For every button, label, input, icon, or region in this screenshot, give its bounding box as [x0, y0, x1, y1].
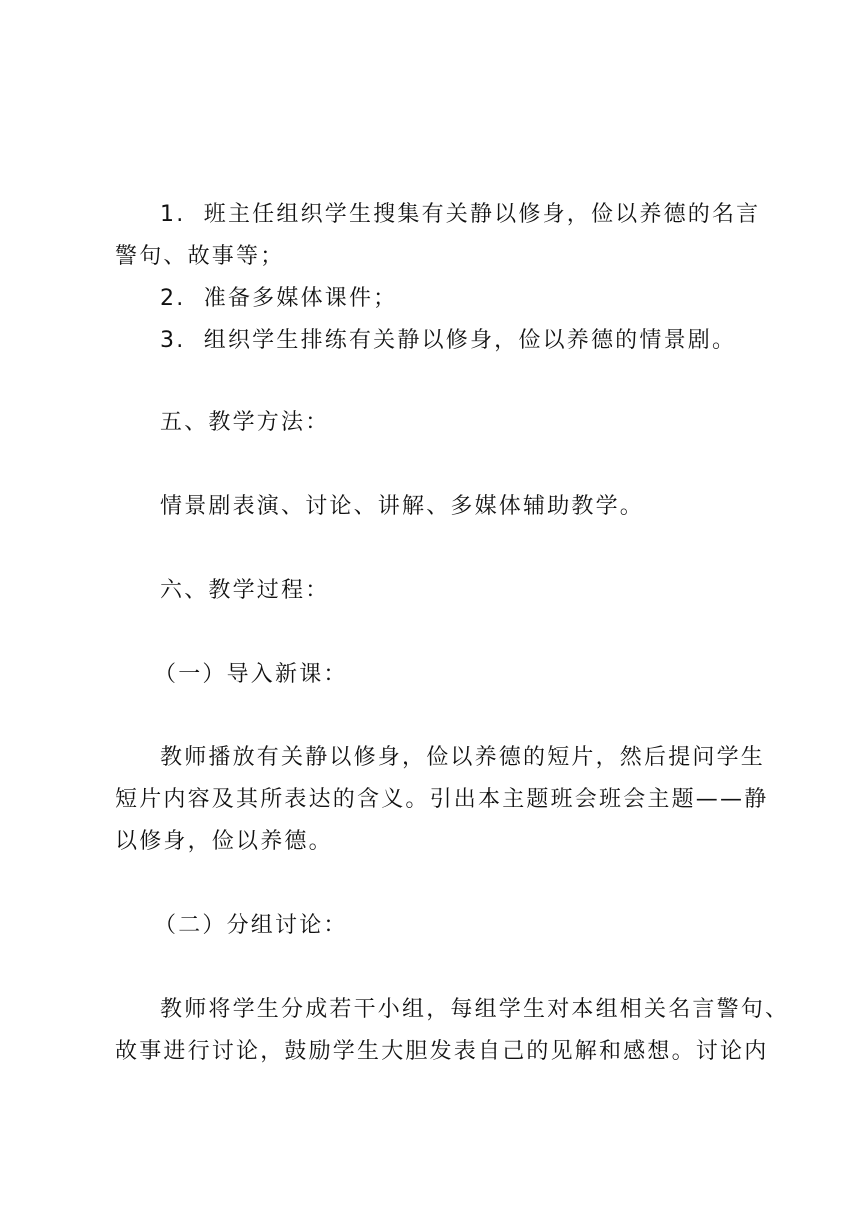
paragraph-line: 短片内容及其所表达的含义。引出本主题班会班会主题——静 [115, 787, 769, 812]
subsection-2-heading: （二）分组讨论： [154, 913, 348, 938]
list-item-1-continuation: 警句、故事等； [115, 244, 285, 269]
list-number: 3. [160, 328, 186, 353]
section-6-heading: 六、教学过程： [160, 578, 330, 603]
list-item-1 [160, 200, 760, 230]
section-5-heading: 五、教学方法： [160, 410, 330, 435]
section-5-body: 情景剧表演、讨论、讲解、多媒体辅助教学。 [160, 494, 645, 519]
list-text: 组织学生排练有关静以修身，俭以养德的情景剧。 [203, 328, 737, 353]
paragraph-line: 故事进行讨论，鼓励学生大胆发表自己的见解和感想。讨论内 [115, 1039, 769, 1064]
paragraph-line: 以修身，俭以养德。 [115, 829, 333, 854]
list-number: 1. [160, 202, 186, 227]
list-item-3 [160, 326, 736, 356]
list-number: 2. [160, 286, 186, 311]
list-text: 准备多媒体课件； [203, 286, 398, 311]
paragraph-line: 教师将学生分成若干小组，每组学生对本组相关名言警句、 [160, 997, 790, 1022]
subsection-1-heading: （一）导入新课： [154, 662, 348, 687]
list-item-2 [160, 284, 397, 314]
paragraph-line: 教师播放有关静以修身，俭以养德的短片，然后提问学生 [160, 745, 766, 770]
list-text: 班主任组织学生搜集有关静以修身，俭以养德的名言 [203, 202, 761, 227]
